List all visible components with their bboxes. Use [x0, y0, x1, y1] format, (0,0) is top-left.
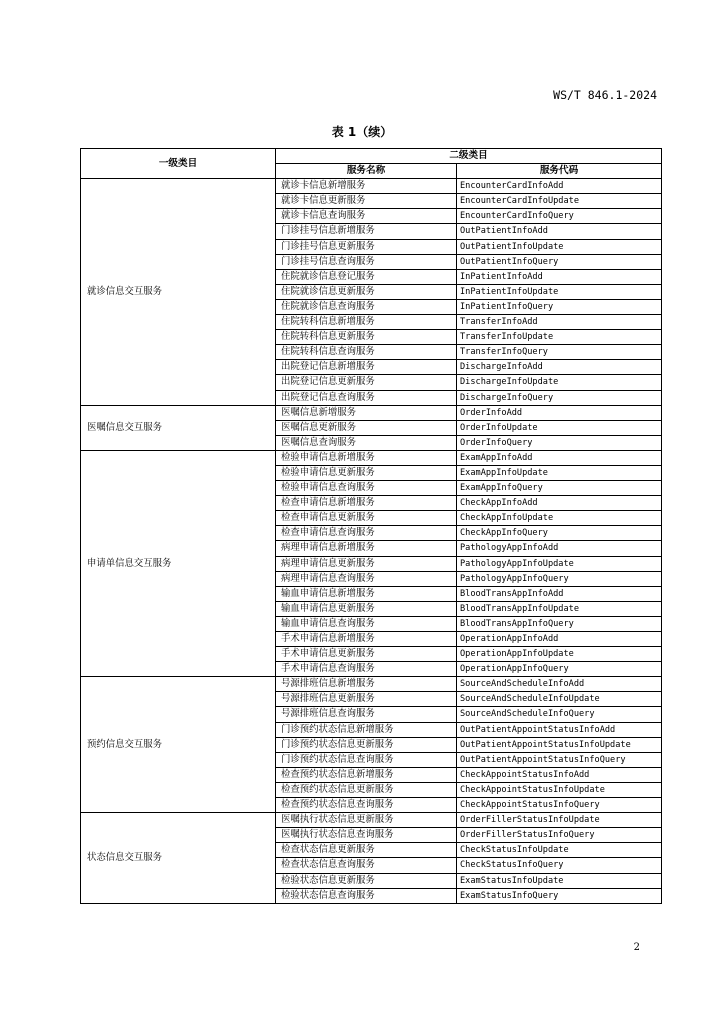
service-code: SourceAndScheduleInfoQuery	[457, 707, 662, 722]
group-name: 就诊信息交互服务	[81, 179, 276, 405]
page-number: 2	[633, 942, 640, 953]
service-name: 住院就诊信息登记服务	[276, 269, 457, 284]
service-name: 输血申请信息查询服务	[276, 616, 457, 631]
service-code: PathologyAppInfoAdd	[457, 541, 662, 556]
group-name: 状态信息交互服务	[81, 813, 276, 904]
service-code: CheckAppInfoAdd	[457, 496, 662, 511]
service-code: CheckAppointStatusInfoAdd	[457, 767, 662, 782]
service-code: DischargeInfoUpdate	[457, 375, 662, 390]
service-name: 门诊挂号信息更新服务	[276, 239, 457, 254]
header-service-name: 服务名称	[276, 164, 457, 179]
service-code: InPatientInfoUpdate	[457, 284, 662, 299]
service-name: 门诊挂号信息查询服务	[276, 254, 457, 269]
service-name: 出院登记信息查询服务	[276, 390, 457, 405]
service-name: 检查预约状态信息更新服务	[276, 782, 457, 797]
service-name: 就诊卡信息查询服务	[276, 209, 457, 224]
service-table	[80, 148, 662, 904]
service-name: 门诊挂号信息新增服务	[276, 224, 457, 239]
header-level1: 一级类目	[81, 149, 276, 179]
service-name: 检验申请信息新增服务	[276, 450, 457, 465]
table-row	[81, 677, 662, 692]
table-row	[81, 450, 662, 465]
service-code: ExamAppInfoAdd	[457, 450, 662, 465]
service-name: 手术申请信息查询服务	[276, 662, 457, 677]
service-name: 手术申请信息新增服务	[276, 632, 457, 647]
service-name: 住院转科信息新增服务	[276, 315, 457, 330]
service-name: 出院登记信息新增服务	[276, 360, 457, 375]
service-code: TransferInfoUpdate	[457, 330, 662, 345]
service-code: EncounterCardInfoQuery	[457, 209, 662, 224]
service-name: 门诊预约状态信息查询服务	[276, 752, 457, 767]
service-code: ExamStatusInfoUpdate	[457, 873, 662, 888]
table-row	[81, 179, 662, 194]
table-row	[81, 813, 662, 828]
service-code: OperationAppInfoAdd	[457, 632, 662, 647]
service-code: SourceAndScheduleInfoAdd	[457, 677, 662, 692]
service-code: ExamStatusInfoQuery	[457, 888, 662, 903]
service-code: OrderInfoAdd	[457, 405, 662, 420]
service-code: OrderFillerStatusInfoUpdate	[457, 813, 662, 828]
header-level2: 二级类目	[276, 149, 662, 164]
service-code: BloodTransAppInfoUpdate	[457, 601, 662, 616]
service-code: CheckStatusInfoQuery	[457, 858, 662, 873]
service-code: CheckAppInfoQuery	[457, 526, 662, 541]
service-code: DischargeInfoAdd	[457, 360, 662, 375]
service-name: 检查预约状态信息查询服务	[276, 798, 457, 813]
table-body	[81, 179, 662, 904]
service-code: OutPatientInfoAdd	[457, 224, 662, 239]
service-name: 住院就诊信息更新服务	[276, 284, 457, 299]
group-name: 预约信息交互服务	[81, 677, 276, 813]
service-name: 医嘱信息查询服务	[276, 435, 457, 450]
service-name: 检验申请信息更新服务	[276, 465, 457, 480]
service-name: 检验状态信息更新服务	[276, 873, 457, 888]
service-code: OrderInfoQuery	[457, 435, 662, 450]
service-name: 检查申请信息查询服务	[276, 526, 457, 541]
service-code: OutPatientInfoUpdate	[457, 239, 662, 254]
service-name: 门诊预约状态信息更新服务	[276, 737, 457, 752]
service-name: 手术申请信息更新服务	[276, 647, 457, 662]
service-name: 门诊预约状态信息新增服务	[276, 722, 457, 737]
service-code: OutPatientInfoQuery	[457, 254, 662, 269]
service-name: 医嘱信息新增服务	[276, 405, 457, 420]
service-code: EncounterCardInfoUpdate	[457, 194, 662, 209]
service-code: OperationAppInfoUpdate	[457, 647, 662, 662]
service-code: BloodTransAppInfoQuery	[457, 616, 662, 631]
service-name: 检查状态信息查询服务	[276, 858, 457, 873]
service-name: 医嘱信息更新服务	[276, 420, 457, 435]
service-name: 号源排班信息更新服务	[276, 692, 457, 707]
service-name: 出院登记信息更新服务	[276, 375, 457, 390]
service-code: OrderInfoUpdate	[457, 420, 662, 435]
service-name: 输血申请信息更新服务	[276, 601, 457, 616]
service-name: 输血申请信息新增服务	[276, 586, 457, 601]
service-code: BloodTransAppInfoAdd	[457, 586, 662, 601]
standard-code: WS/T 846.1-2024	[553, 88, 657, 102]
service-code: SourceAndScheduleInfoUpdate	[457, 692, 662, 707]
service-code: CheckAppInfoUpdate	[457, 511, 662, 526]
service-code: TransferInfoAdd	[457, 315, 662, 330]
service-code: CheckStatusInfoUpdate	[457, 843, 662, 858]
service-name: 检查申请信息新增服务	[276, 496, 457, 511]
service-code: TransferInfoQuery	[457, 345, 662, 360]
service-name: 检验申请信息查询服务	[276, 481, 457, 496]
table-caption: 表 1（续）	[331, 125, 393, 139]
service-code: PathologyAppInfoUpdate	[457, 556, 662, 571]
service-name: 住院就诊信息查询服务	[276, 299, 457, 314]
service-code: CheckAppointStatusInfoUpdate	[457, 782, 662, 797]
service-code: OutPatientAppointStatusInfoUpdate	[457, 737, 662, 752]
service-name: 医嘱执行状态信息查询服务	[276, 828, 457, 843]
service-name: 号源排班信息查询服务	[276, 707, 457, 722]
service-code: ExamAppInfoQuery	[457, 481, 662, 496]
group-name: 医嘱信息交互服务	[81, 405, 276, 450]
table-row	[81, 405, 662, 420]
service-name: 检查申请信息更新服务	[276, 511, 457, 526]
service-name: 检验状态信息查询服务	[276, 888, 457, 903]
service-name: 医嘱执行状态信息更新服务	[276, 813, 457, 828]
service-name: 病理申请信息查询服务	[276, 571, 457, 586]
group-name: 申请单信息交互服务	[81, 450, 276, 676]
service-name: 就诊卡信息更新服务	[276, 194, 457, 209]
service-code: InPatientInfoAdd	[457, 269, 662, 284]
service-name: 病理申请信息新增服务	[276, 541, 457, 556]
service-code: OperationAppInfoQuery	[457, 662, 662, 677]
service-code: OutPatientAppointStatusInfoAdd	[457, 722, 662, 737]
service-code: CheckAppointStatusInfoQuery	[457, 798, 662, 813]
service-name: 号源排班信息新增服务	[276, 677, 457, 692]
service-code: OutPatientAppointStatusInfoQuery	[457, 752, 662, 767]
service-name: 住院转科信息更新服务	[276, 330, 457, 345]
header-service-code: 服务代码	[457, 164, 662, 179]
service-code: DischargeInfoQuery	[457, 390, 662, 405]
service-name: 检查预约状态信息新增服务	[276, 767, 457, 782]
service-code: InPatientInfoQuery	[457, 299, 662, 314]
service-code: EncounterCardInfoAdd	[457, 179, 662, 194]
service-name: 就诊卡信息新增服务	[276, 179, 457, 194]
service-name: 病理申请信息更新服务	[276, 556, 457, 571]
service-code: ExamAppInfoUpdate	[457, 465, 662, 480]
service-code: PathologyAppInfoQuery	[457, 571, 662, 586]
service-code: OrderFillerStatusInfoQuery	[457, 828, 662, 843]
service-name: 检查状态信息更新服务	[276, 843, 457, 858]
service-name: 住院转科信息查询服务	[276, 345, 457, 360]
